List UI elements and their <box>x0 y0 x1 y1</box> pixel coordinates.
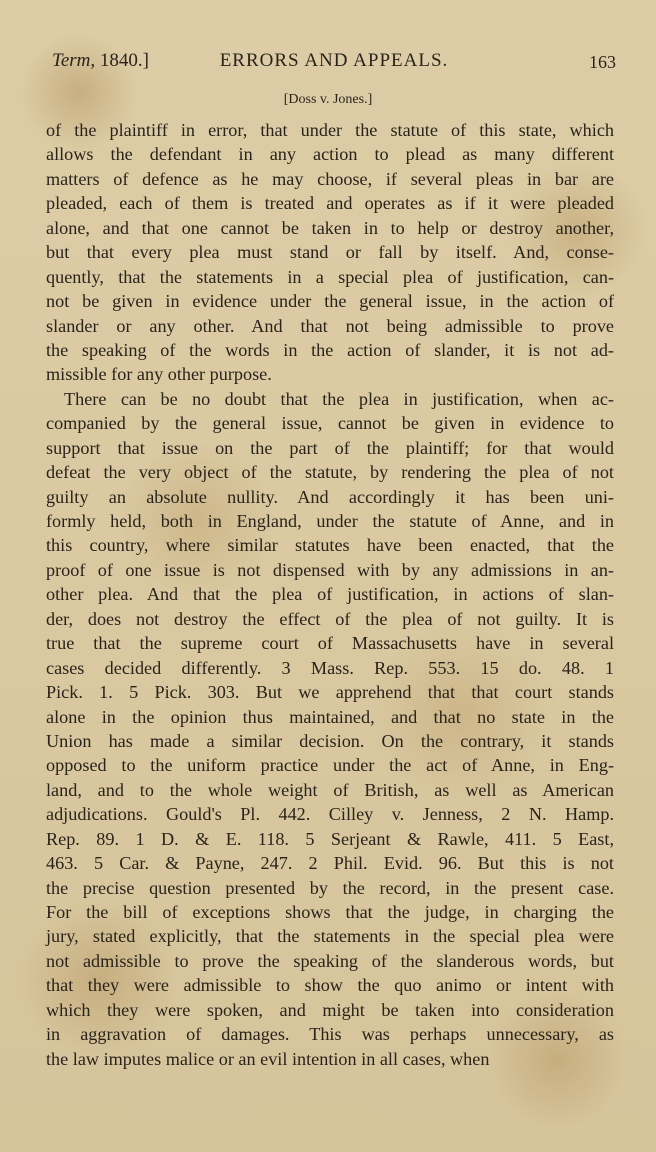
text-line: There can be no doubt that the plea in justification, when ac- <box>64 388 614 409</box>
text-line: opposed to the uniform practice under the act of Anne, in Eng- <box>46 755 614 776</box>
text-line: adjudications. Gould's Pl. 442. Cilley v. Jenness, 2 N. Hamp. <box>46 804 614 825</box>
text-line: but that every plea must stand or fall by itself. And, conse- <box>46 242 614 263</box>
term-year: 1840.] <box>99 50 149 71</box>
text-line: For the bill of exceptions shows that the judge, in charging the <box>46 902 614 922</box>
page-title: ERRORS AND APPEALS. <box>219 50 449 71</box>
text-line: the precise question presented by the record, in the present case. <box>46 877 614 898</box>
text-line: the speaking of the words in the action of slander, it is not ad- <box>46 339 614 360</box>
text-line: der, does not destroy the effect of the plea of not guilty. It is <box>46 608 614 629</box>
page-number: 163 <box>589 52 616 72</box>
running-header <box>52 50 616 80</box>
text-line: Union has made a similar decision. On the contrary, it stands <box>46 730 614 751</box>
text-line: Pick. 1. 5 Pick. 303. But we apprehend that that court stands <box>46 682 614 703</box>
text-line: which they were spoken, and might be taken into consideration <box>46 999 614 1020</box>
text-line: slander or any other. And that not being admissible to prove <box>46 315 614 336</box>
text-line: matters of defence as he may choose, if several pleas in bar are <box>46 168 614 189</box>
text-line: not admissible to prove the speaking of the slanderous words, but <box>46 950 614 971</box>
text-line: this country, where similar statutes have been enacted, that the <box>46 535 614 556</box>
text-line: in aggravation of damages. This was perhaps unnecessary, as <box>46 1024 614 1045</box>
text-line: alone in the opinion thus maintained, and that no state in the <box>46 706 614 727</box>
text-line: other plea. And that the plea of justification, in actions of slan- <box>46 584 614 605</box>
text-line: quently, that the statements in a special plea of justification, can- <box>46 266 614 287</box>
text-line: companied by the general issue, cannot be given in evidence to <box>46 413 614 434</box>
case-title: [Doss v. Jones.] <box>283 92 373 107</box>
text-line: Rep. 89. 1 D. & E. 118. 5 Serjeant & Rawle, 411. 5 East, <box>46 828 614 849</box>
text-line: pleaded, each of them is treated and operates as if it were pleaded <box>46 193 614 214</box>
body-text <box>46 118 614 1071</box>
text-line: guilty an absolute nullity. And accordingly it has been uni- <box>46 486 614 507</box>
text-line: alone, and that one cannot be taken in to help or destroy another, <box>46 217 614 238</box>
term-word: Term, <box>52 50 96 71</box>
text-line: not be given in evidence under the general issue, in the action of <box>46 291 614 312</box>
text-line: allows the defendant in any action to plead as many different <box>46 144 614 165</box>
text-line: defeat the very object of the statute, by rendering the plea of not <box>46 462 614 483</box>
text-line: 463. 5 Car. & Payne, 247. 2 Phil. Evid. 96. But this is not <box>46 853 614 874</box>
text-line: cases decided differently. 3 Mass. Rep. 553. 15 do. 48. 1 <box>46 657 614 678</box>
text-line: land, and to the whole weight of British, as well as American <box>46 779 614 800</box>
text-line: missible for any other purpose. <box>46 364 272 385</box>
text-line: that they were admissible to show the quo animo or intent with <box>46 975 614 996</box>
text-line: formly held, both in England, under the statute of Anne, and in <box>46 511 614 531</box>
text-line: proof of one issue is not dispensed with by any admissions in an- <box>46 559 614 580</box>
text-line: true that the supreme court of Massachusetts have in several <box>46 633 614 654</box>
text-line: jury, stated explicitly, that the statements in the special plea were <box>46 926 614 947</box>
text-line: support that issue on the part of the plaintiff; for that would <box>46 437 614 458</box>
text-line: the law imputes malice or an evil intention in all cases, when <box>46 1048 490 1069</box>
text-line: of the plaintiff in error, that under the statute of this state, which <box>46 120 614 140</box>
